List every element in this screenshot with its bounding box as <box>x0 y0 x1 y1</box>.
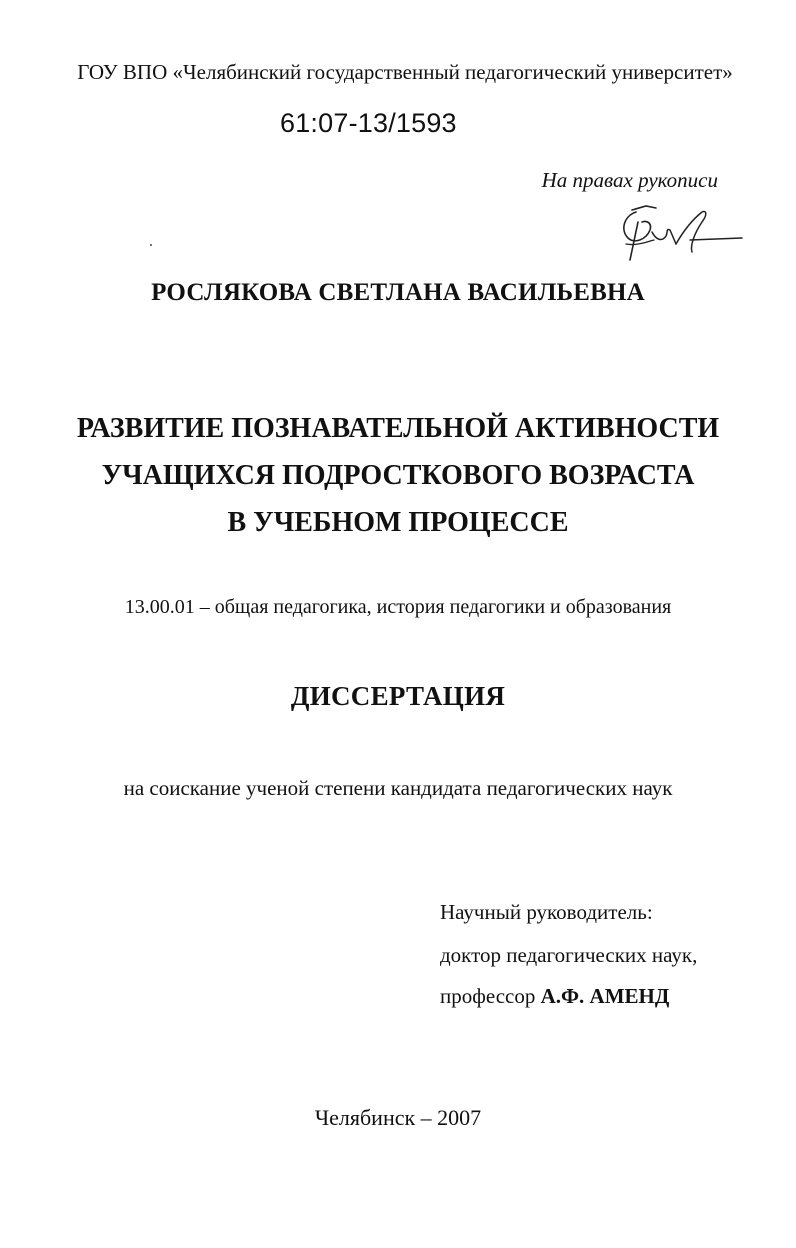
thesis-title-line-3: В УЧЕБНОМ ПРОЦЕССЕ <box>227 507 569 538</box>
supervisor-degree: доктор педагогических наук, <box>440 943 698 967</box>
scan-speck <box>150 244 152 246</box>
catalog-number: 61:07-13/1593 <box>280 108 457 138</box>
document-type: ДИССЕРТАЦИЯ <box>290 681 506 711</box>
supervisor-name: А.Ф. АМЕНД <box>540 984 670 1008</box>
handwritten-signature <box>606 200 746 270</box>
thesis-title-line-2: УЧАЩИХСЯ ПОДРОСТКОВОГО ВОЗРАСТА <box>101 460 695 491</box>
supervisor-line <box>440 984 669 1009</box>
institution-name: ГОУ ВПО «Челябинский государственный педагогический университет» <box>77 60 733 84</box>
supervisor-label: Научный руководитель: <box>440 900 653 924</box>
author-name: РОСЛЯКОВА СВЕТЛАНА ВАСИЛЬЕВНА <box>151 279 645 306</box>
city-year: Челябинск – 2007 <box>314 1105 482 1130</box>
rights-note: На правах рукописи <box>541 168 718 192</box>
thesis-title-line-1: РАЗВИТИЕ ПОЗНАВАТЕЛЬНОЙ АКТИВНОСТИ <box>76 413 720 444</box>
supervisor-title: профессор <box>440 984 536 1008</box>
degree-statement: на соискание ученой степени кандидата педагогических наук <box>123 776 673 800</box>
specialty-code: 13.00.01 – общая педагогика, история педагогики и образования <box>124 596 672 618</box>
